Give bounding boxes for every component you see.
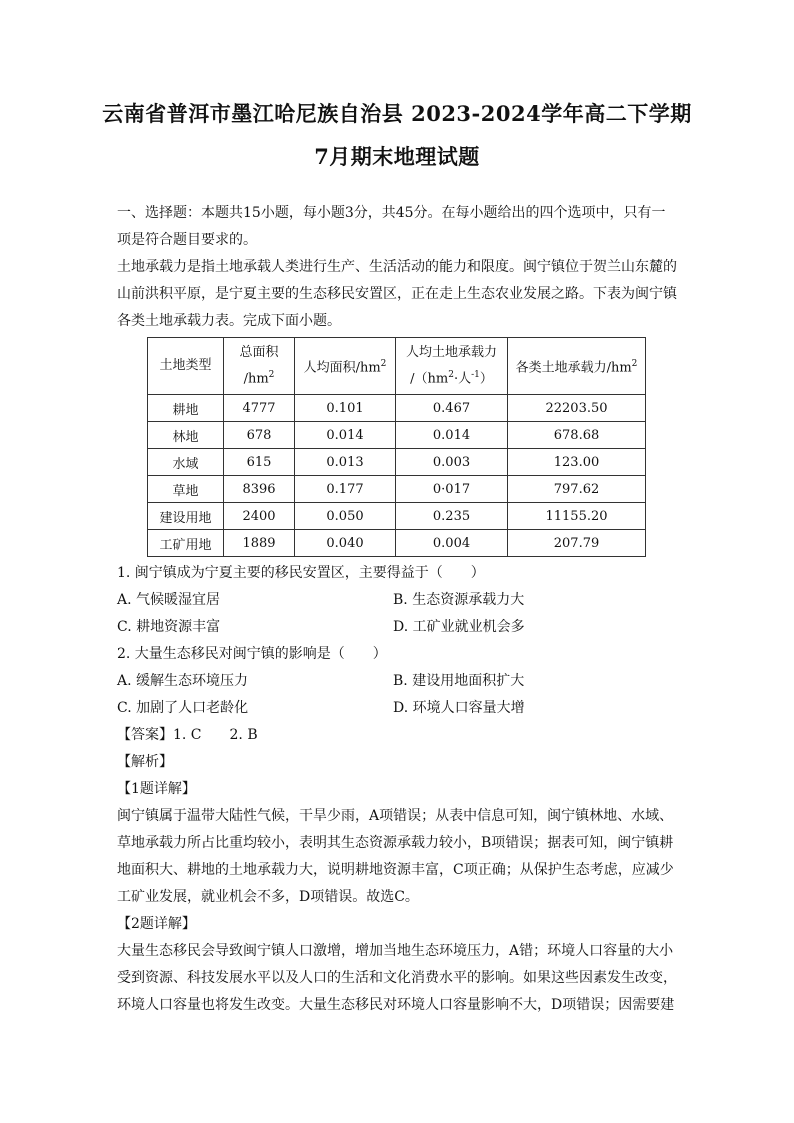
detail-1-line1: 闽宁镇属于温带大陆性气候，干旱少雨，A项错误；从表中信息可知，闽宁镇林地、水域、 bbox=[117, 808, 674, 824]
header-total-area-a: 总面积 bbox=[239, 344, 279, 360]
header-per-capita-capacity-d: ） bbox=[479, 371, 493, 387]
cell-per-capita-area: 0.040 bbox=[295, 530, 396, 557]
cell-capacity: 123.00 bbox=[508, 449, 646, 476]
question-2-option-b: B. 建设用地面积扩大 bbox=[393, 673, 525, 689]
header-per-capita-capacity-b: /（hm bbox=[410, 371, 449, 387]
question-2-stem: 2. 大量生态移民对闽宁镇的影响是（ ） bbox=[117, 646, 387, 662]
land-capacity-table bbox=[147, 337, 646, 557]
cell-total-area: 4777 bbox=[224, 395, 295, 422]
cell-per-capita-capacity: 0.003 bbox=[396, 449, 508, 476]
analysis-heading: 【解析】 bbox=[117, 754, 173, 770]
intro-line3: 各类土地承载力表。完成下面小题。 bbox=[117, 313, 341, 329]
document-title-line2: 7月期末地理试题 bbox=[314, 144, 480, 169]
cell-land-type: 建设用地 bbox=[148, 503, 224, 530]
cell-total-area: 678 bbox=[224, 422, 295, 449]
document-title-line1: 云南省普洱市墨江哈尼族自治县 2023-2024学年高二下学期 bbox=[102, 101, 692, 126]
cell-per-capita-capacity: 0.014 bbox=[396, 422, 508, 449]
cell-land-type: 水域 bbox=[148, 449, 224, 476]
cell-per-capita-capacity: 0.467 bbox=[396, 395, 508, 422]
header-per-capita-capacity-c: ·人 bbox=[453, 371, 472, 387]
question-1-option-b: B. 生态资源承载力大 bbox=[393, 592, 525, 608]
cell-capacity: 207.79 bbox=[508, 530, 646, 557]
intro-line2: 山前洪积平原，是宁夏主要的生态移民安置区，正在走上生态农业发展之路。下表为闽宁镇 bbox=[117, 286, 677, 302]
cell-capacity: 797.62 bbox=[508, 476, 646, 503]
intro-line1: 土地承载力是指土地承载人类进行生产、生活活动的能力和限度。闽宁镇位于贺兰山东麓的 bbox=[117, 259, 677, 275]
header-per-capita-capacity-a: 人均土地承载力 bbox=[405, 344, 497, 360]
cell-land-type: 工矿用地 bbox=[148, 530, 224, 557]
detail-1-line4: 工矿业发展，就业机会不多，D项错误。故选C。 bbox=[117, 889, 419, 905]
cell-per-capita-capacity: 0·017 bbox=[396, 476, 508, 503]
table-row bbox=[148, 476, 646, 503]
header-per-capita-capacity-sup1: 2 bbox=[448, 369, 454, 380]
cell-per-capita-area: 0.177 bbox=[295, 476, 396, 503]
detail-2-line2: 受到资源、科技发展水平以及人口的生活和文化消费水平的影响。如果这些因素发生改变， bbox=[117, 970, 677, 986]
header-land-type: 土地类型 bbox=[148, 338, 224, 395]
header-per-capita-capacity-sup2: -1 bbox=[471, 369, 480, 380]
detail-1-line3: 地面积大、耕地的土地承载力大，说明耕地资源丰富，C项正确；从保护生态考虑，应减少 bbox=[117, 862, 674, 878]
header-capacity-sup: 2 bbox=[631, 358, 638, 369]
header-per-capita-area-sup: 2 bbox=[380, 358, 387, 369]
question-1-stem: 1. 闽宁镇成为宁夏主要的移民安置区，主要得益于（ ） bbox=[117, 565, 485, 581]
header-total-area-b: /hm bbox=[243, 371, 269, 387]
header-capacity bbox=[508, 338, 646, 395]
cell-capacity: 22203.50 bbox=[508, 395, 646, 422]
cell-capacity: 678.68 bbox=[508, 422, 646, 449]
detail-2-line1: 大量生态移民会导致闽宁镇人口激增，增加当地生态环境压力，A错；环境人口容量的大小 bbox=[117, 943, 674, 959]
cell-total-area: 2400 bbox=[224, 503, 295, 530]
cell-total-area: 1889 bbox=[224, 530, 295, 557]
cell-per-capita-area: 0.013 bbox=[295, 449, 396, 476]
header-capacity-text: 各类土地承载力/hm bbox=[515, 360, 632, 376]
detail-1-heading: 【1题详解】 bbox=[117, 781, 196, 797]
section-instruction-line1: 一、选择题：本题共15小题，每小题3分，共45分。在每小题给出的四个选项中，只有一 bbox=[117, 205, 666, 221]
cell-capacity: 11155.20 bbox=[508, 503, 646, 530]
section-instruction-line2: 项是符合题目要求的。 bbox=[117, 232, 257, 248]
cell-per-capita-area: 0.050 bbox=[295, 503, 396, 530]
table-row bbox=[148, 503, 646, 530]
question-2-option-a: A. 缓解生态环境压力 bbox=[117, 673, 249, 689]
table-row bbox=[148, 395, 646, 422]
question-1-option-c: C. 耕地资源丰富 bbox=[117, 619, 221, 635]
question-1-option-a: A. 气候暖湿宜居 bbox=[117, 592, 221, 608]
cell-total-area: 615 bbox=[224, 449, 295, 476]
header-total-area-sup: 2 bbox=[268, 369, 275, 380]
detail-1-line2: 草地承载力所占比重均较小，表明其生态资源承载力较小，B项错误；据表可知，闽宁镇耕 bbox=[117, 835, 674, 851]
header-per-capita-capacity bbox=[396, 338, 508, 395]
cell-land-type: 林地 bbox=[148, 422, 224, 449]
header-total-area bbox=[224, 338, 295, 395]
question-2-option-c: C. 加剧了人口老龄化 bbox=[117, 700, 249, 716]
cell-land-type: 草地 bbox=[148, 476, 224, 503]
question-2-option-d: D. 环境人口容量大增 bbox=[393, 700, 525, 716]
cell-per-capita-capacity: 0.004 bbox=[396, 530, 508, 557]
cell-land-type: 耕地 bbox=[148, 395, 224, 422]
answer-line: 【答案】1. C 2. B bbox=[117, 727, 258, 743]
cell-per-capita-area: 0.014 bbox=[295, 422, 396, 449]
cell-total-area: 8396 bbox=[224, 476, 295, 503]
table-row bbox=[148, 530, 646, 557]
detail-2-line3: 环境人口容量也将发生改变。大量生态移民对环境人口容量影响不大，D项错误；因需要建 bbox=[117, 997, 675, 1013]
detail-2-heading: 【2题详解】 bbox=[117, 916, 196, 932]
question-1-option-d: D. 工矿业就业机会多 bbox=[393, 619, 525, 635]
table-row bbox=[148, 422, 646, 449]
table-header-row bbox=[148, 338, 646, 395]
cell-per-capita-area: 0.101 bbox=[295, 395, 396, 422]
header-per-capita-area-text: 人均面积/hm bbox=[303, 360, 381, 376]
header-per-capita-area bbox=[295, 338, 396, 395]
cell-per-capita-capacity: 0.235 bbox=[396, 503, 508, 530]
table-row bbox=[148, 449, 646, 476]
